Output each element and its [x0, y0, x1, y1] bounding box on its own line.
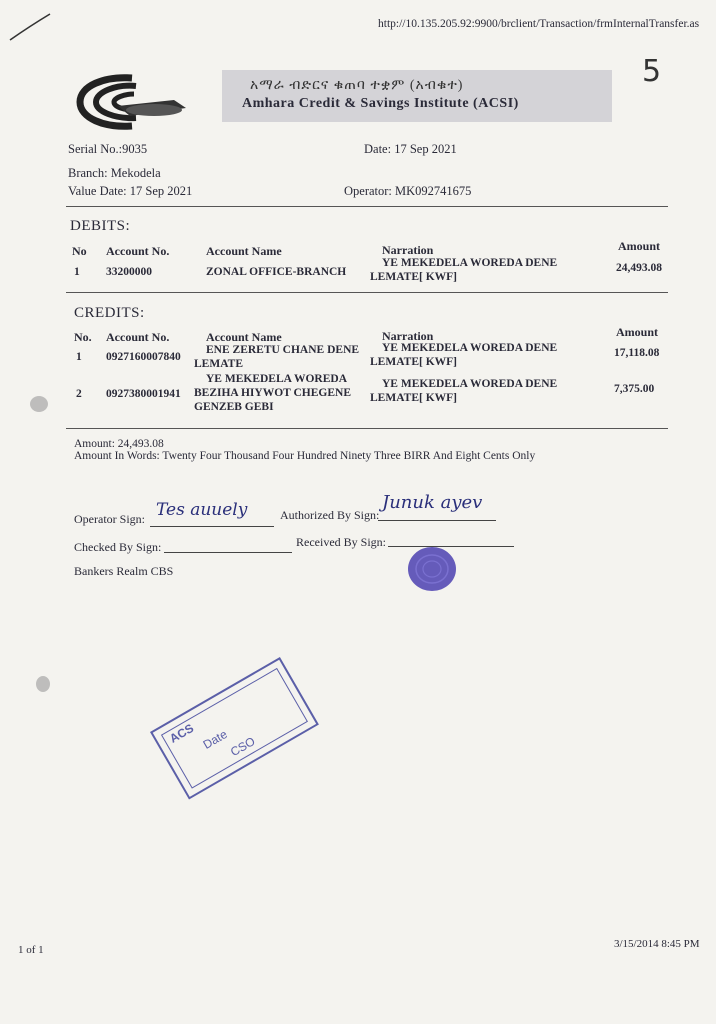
fingerprint-icon — [404, 544, 460, 594]
debit-row-account-no: 33200000 — [106, 266, 152, 278]
checked-sign-line — [164, 552, 292, 553]
value-date: Value Date: 17 Sep 2021 — [68, 184, 193, 198]
office-stamp — [150, 657, 319, 800]
page-url: http://10.135.205.92:9900/brclient/Transaction/frmInternalTransfer.as — [378, 18, 700, 30]
debit-row-amount: 24,493.08 — [616, 262, 662, 274]
divider — [66, 206, 668, 207]
stamp-line-3: CSO — [227, 734, 258, 760]
footer-datetime: 3/15/2014 8:45 PM — [614, 938, 700, 950]
debit-row-narration: YE MEKEDELA WOREDA DENE LEMATE[ KWF] — [370, 257, 558, 283]
punch-hole — [30, 396, 48, 412]
credits-header-amount: Amount — [616, 325, 659, 339]
credits-title: CREDITS: — [74, 305, 145, 321]
serial-number: Serial No.:9035 — [68, 142, 148, 156]
page-mark: 5 — [642, 54, 662, 89]
credit-row-account-name: ENE ZERETU CHANE DENE LEMATE — [194, 344, 360, 370]
credits-header-narration: Narration — [382, 329, 434, 343]
stamp-line-2: Date — [200, 727, 230, 752]
debits-header-no: No — [72, 244, 87, 258]
credit-row-no: 2 — [76, 388, 82, 400]
credit-row-narration: YE MEKEDELA WOREDA DENE LEMATE[ KWF] — [370, 378, 558, 404]
debits-header-account-name: Account Name — [206, 244, 282, 258]
debits-title: DEBITS: — [70, 218, 131, 234]
credits-header-account-name: Account Name — [206, 330, 282, 344]
checked-sign-label: Checked By Sign: — [74, 540, 162, 554]
org-name: Amhara Credit & Savings Institute (ACSI) — [242, 96, 519, 111]
authorized-sign-line — [378, 520, 496, 521]
credit-row-account-name: YE MEKEDELA WOREDA BEZIHA HIYWOT CHEGENE GENZEB GEBI — [194, 373, 351, 413]
stamp-line-1: ACS — [167, 720, 197, 746]
debits-header-narration: Narration — [382, 243, 434, 257]
amount-in-words: Amount In Words: Twenty Four Thousand Four Hundred Ninety Three BIRR And Eight Cents Only — [74, 450, 536, 462]
debit-row-account-name: ZONAL OFFICE-BRANCH — [206, 266, 347, 278]
received-sign-label: Received By Sign: — [296, 535, 386, 549]
system-name: Bankers Realm CBS — [74, 564, 174, 578]
credit-row-narration: YE MEKEDELA WOREDA DENE LEMATE[ KWF] — [370, 342, 558, 368]
credit-row-account-no: 0927380001941 — [106, 388, 181, 400]
pen-mark — [6, 8, 54, 44]
credits-header-no: No. — [74, 330, 92, 344]
credits-header-account-no: Account No. — [106, 330, 170, 344]
operator-sign-line — [150, 526, 274, 527]
total-amount: Amount: 24,493.08 — [74, 438, 164, 450]
debits-header-amount: Amount — [618, 239, 661, 253]
authorized-signature: Junuk ayev — [382, 492, 483, 513]
acsi-logo-icon — [74, 72, 190, 132]
operator-id: Operator: MK092741675 — [344, 184, 472, 198]
credit-row-no: 1 — [76, 351, 82, 363]
document-date: Date: 17 Sep 2021 — [364, 142, 457, 156]
operator-signature: Tes auuely — [156, 500, 248, 520]
credit-row-amount: 7,375.00 — [614, 383, 655, 395]
debit-row-no: 1 — [74, 266, 80, 278]
org-name-amharic: አማራ ብድርና ቁጠባ ተቋም (አብቁተ) — [250, 78, 464, 93]
authorized-sign-label: Authorized By Sign: — [280, 508, 380, 522]
credit-row-amount: 17,118.08 — [614, 347, 660, 359]
operator-sign-label: Operator Sign: — [74, 512, 145, 526]
credit-row-account-no: 0927160007840 — [106, 351, 181, 363]
divider — [66, 428, 668, 429]
punch-hole — [36, 676, 50, 692]
divider — [66, 292, 668, 293]
footer-page-count: 1 of 1 — [18, 944, 44, 956]
debits-header-account-no: Account No. — [106, 244, 170, 258]
branch: Branch: Mekodela — [68, 166, 161, 180]
